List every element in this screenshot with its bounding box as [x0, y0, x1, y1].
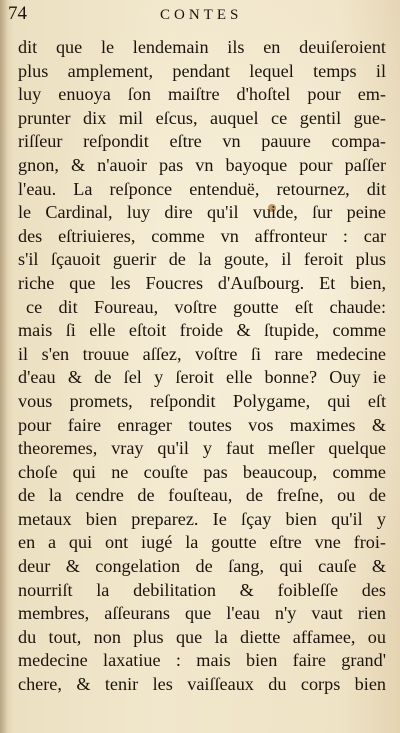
text-line: l'eau. La reſponce entenduë, retournez, dit	[18, 178, 386, 199]
page-header	[0, 2, 400, 26]
text-line: nourriſt la debilitation & foibleſſe des	[18, 579, 386, 600]
gutter-shadow	[0, 0, 8, 733]
text-line: d'eau & de ſel y ſeroit elle bonne? Ouy ie	[18, 367, 386, 388]
text-line: mais ſi elle eſtoit froide & ſtupide, comme	[18, 320, 386, 341]
text-line: membres, aſſeurans que l'eau n'y vaut rien	[18, 603, 386, 624]
text-line: de la cendre de fouſteau, de freſne, ou de	[18, 485, 386, 506]
text-line: choſe qui ne couſte pas beaucoup, comme	[18, 461, 386, 482]
text-line: en a qui ont iugé la goutte eſtre vne froi-	[18, 532, 386, 553]
text-line: metaux bien preparez. Ie ſçay bien qu'il y	[18, 508, 386, 529]
text-line: riche que les Foucres d'Auſbourg. Et bien,	[18, 272, 386, 293]
text-line: du tout, non plus que la diette affamee, ou	[18, 626, 386, 647]
body-text	[18, 36, 386, 697]
text-line: luy enuoya ſon maiſtre d'hoſtel pour em-	[18, 84, 386, 105]
text-line: deur & congelation de ſang, qui cauſe &	[18, 556, 386, 577]
text-line: vous promets, reſpondit Polygame, qui eſt	[18, 390, 386, 411]
text-line: theoremes, vray qu'il y faut meſler quelque	[18, 438, 386, 459]
text-line: medecine laxatiue : mais bien faire grand'	[18, 650, 386, 671]
text-line: le Cardinal, luy dire qu'il vuide, ſur peine	[18, 202, 386, 223]
text-line: riſſeur reſpondit eſtre vn pauure compa-	[18, 131, 386, 152]
running-head: CONTES	[160, 7, 243, 23]
text-line: s'il ſçauoit guerir de la goute, il feroit plus	[18, 249, 386, 270]
text-line: chere, & tenir les vaiſſeaux du corps bien	[18, 674, 386, 695]
text-line: il s'en trouue aſſez, voſtre ſi rare medecine	[18, 343, 386, 364]
text-line: des eſtriuieres, comme vn affronteur : car	[18, 225, 386, 246]
text-line: gnon, & n'auoir pas vn bayoque pour paſſer	[18, 154, 386, 175]
text-line: pour faire enrager toutes vos maximes &	[18, 414, 386, 435]
text-line: ce dit Foureau, voſtre goutte eſt chaude:	[26, 296, 386, 317]
text-line: prunter dix mil eſcus, auquel ce gentil gue-	[18, 107, 386, 128]
page-number: 74	[8, 3, 27, 24]
text-line: plus amplement, pendant lequel temps il	[18, 60, 386, 81]
text-line: dit que le lendemain ils en deuiſeroient	[18, 37, 386, 57]
